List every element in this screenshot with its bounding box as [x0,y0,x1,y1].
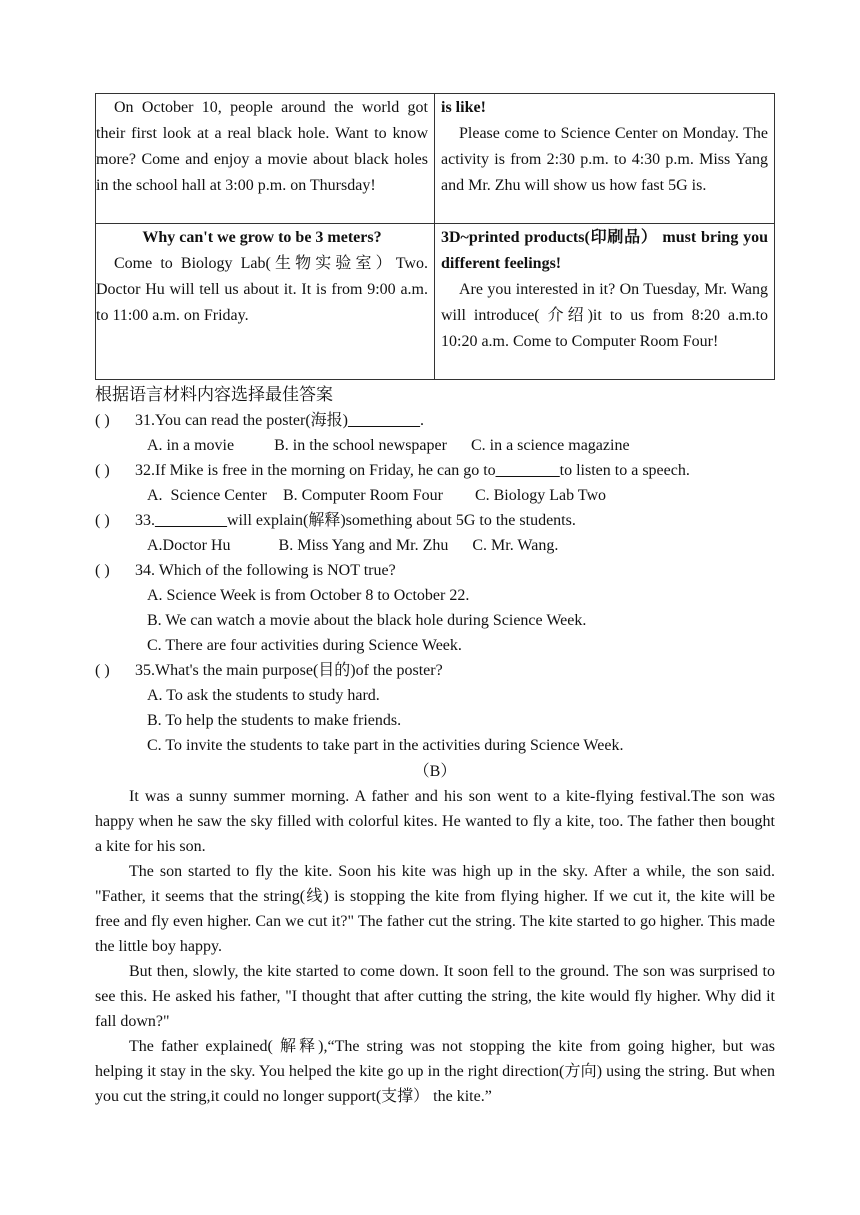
question-stem: 31.You can read the poster(海报) [135,412,348,429]
answer-bracket[interactable]: ( ) [95,512,110,529]
answer-bracket[interactable]: ( ) [95,562,110,579]
question-stem-end: . [420,412,424,429]
5g-text: Please come to Science Center on Monday. The activity is from 2:30 p.m. to 4:30 p.m. Miss Yang and Mr. Zhu will show us how fast 5G is. [441,125,768,194]
option-c: C. To invite the students to take part in the activities during Science Week. [147,737,624,754]
black-hole-text: On October 10, people around the world got their first look at a real black hole. Want to know more? Come and enjoy a movie about black holes in the school hall at 3:00 p.m. on Thursday! [96,99,428,194]
option-b: B. To help the students to make friends. [147,712,402,729]
biology-title: Why can't we grow to be 3 meters? [142,229,382,246]
question-stem-end: to listen to a speech. [559,462,690,479]
biology-text: Come to Biology Lab(生物实验室）Two. Doctor Hu will tell us about it. It is from 9:00 a.m. to 11:00 a.m. on Friday. [96,255,428,324]
question-33 [95,508,775,558]
answer-bracket[interactable]: ( ) [95,412,110,429]
question-options: A.Doctor Hu B. Miss Yang and Mr. Zhu C. Mr. Wang. [147,537,559,554]
poster-table [95,93,775,380]
question-stem: 33. [135,512,155,529]
question-stem: 35.What's the main purpose(目的)of the poster? [135,662,443,679]
poster-cell-black-hole [96,94,435,224]
question-32 [95,458,775,508]
question-35 [95,658,775,758]
option-a: A. Science Week is from October 8 to October 22. [147,587,470,604]
question-stem-end: will explain(解释)something about 5G to the students. [227,512,576,529]
poster-row [96,94,775,224]
poster-cell-5g [435,94,775,224]
passage-paragraph: The father explained( 解释),“The string was not stopping the kite from going higher, but was helping it stay in the sky. You helped the kite go up in the right direction(方向) using the string. But when you cut the string,it could no longer support(支撑） the kite.” [95,1038,775,1105]
answer-blank: _________ [155,512,227,529]
poster-cell-biology [96,224,435,380]
5g-heading-tail: is like! [441,99,486,116]
3d-title: 3D~printed products(印刷品） must bring you different feelings! [441,229,768,272]
passage-paragraph: The son started to fly the kite. Soon his kite was high up in the sky. After a while, the son said. "Father, it seems that the string(线) is stopping the kite from flying higher. If we cut it, the kite will be free and fly even higher. Can we cut it?" The father cut the string. The kite started to go higher. This made the little boy happy. [95,863,775,955]
option-c: C. There are four activities during Science Week. [147,637,462,654]
instructions-heading: 根据语言材料内容选择最佳答案 [95,385,333,404]
answer-bracket[interactable]: ( ) [95,462,110,479]
poster-row [96,224,775,380]
worksheet-page [95,93,775,1109]
answer-blank: _________ [348,412,420,429]
3d-text: Are you interested in it? On Tuesday, Mr. Wang will introduce( 介绍)it to us from 8:20 a.m.to 10:20 a.m. Come to Computer Room Four! [441,281,768,350]
question-stem: 32.If Mike is free in the morning on Friday, he can go to [135,462,496,479]
question-31 [95,408,775,458]
question-34 [95,558,775,658]
question-options: A. in a movie B. in the school newspaper C. in a science magazine [147,437,630,454]
passage-paragraph: But then, slowly, the kite started to come down. It soon fell to the ground. The son was surprised to see this. He asked his father, "I thought that after cutting the string, the kite would fly higher. Why did it fall down?" [95,963,775,1030]
section-b-heading: （B） [413,763,457,780]
answer-bracket[interactable]: ( ) [95,662,110,679]
passage-paragraph: It was a sunny summer morning. A father and his son went to a kite-flying festival.The son was happy when he saw the sky filled with colorful kites. He wanted to fly a kite, too. The father then bought a kite for his son. [95,788,775,855]
option-a: A. To ask the students to study hard. [147,687,380,704]
poster-cell-3d [435,224,775,380]
answer-blank: ________ [495,462,560,479]
option-b: B. We can watch a movie about the black hole during Science Week. [147,612,587,629]
question-stem: 34. Which of the following is NOT true? [135,562,396,579]
question-options: A. Science Center B. Computer Room Four C. Biology Lab Two [147,487,606,504]
